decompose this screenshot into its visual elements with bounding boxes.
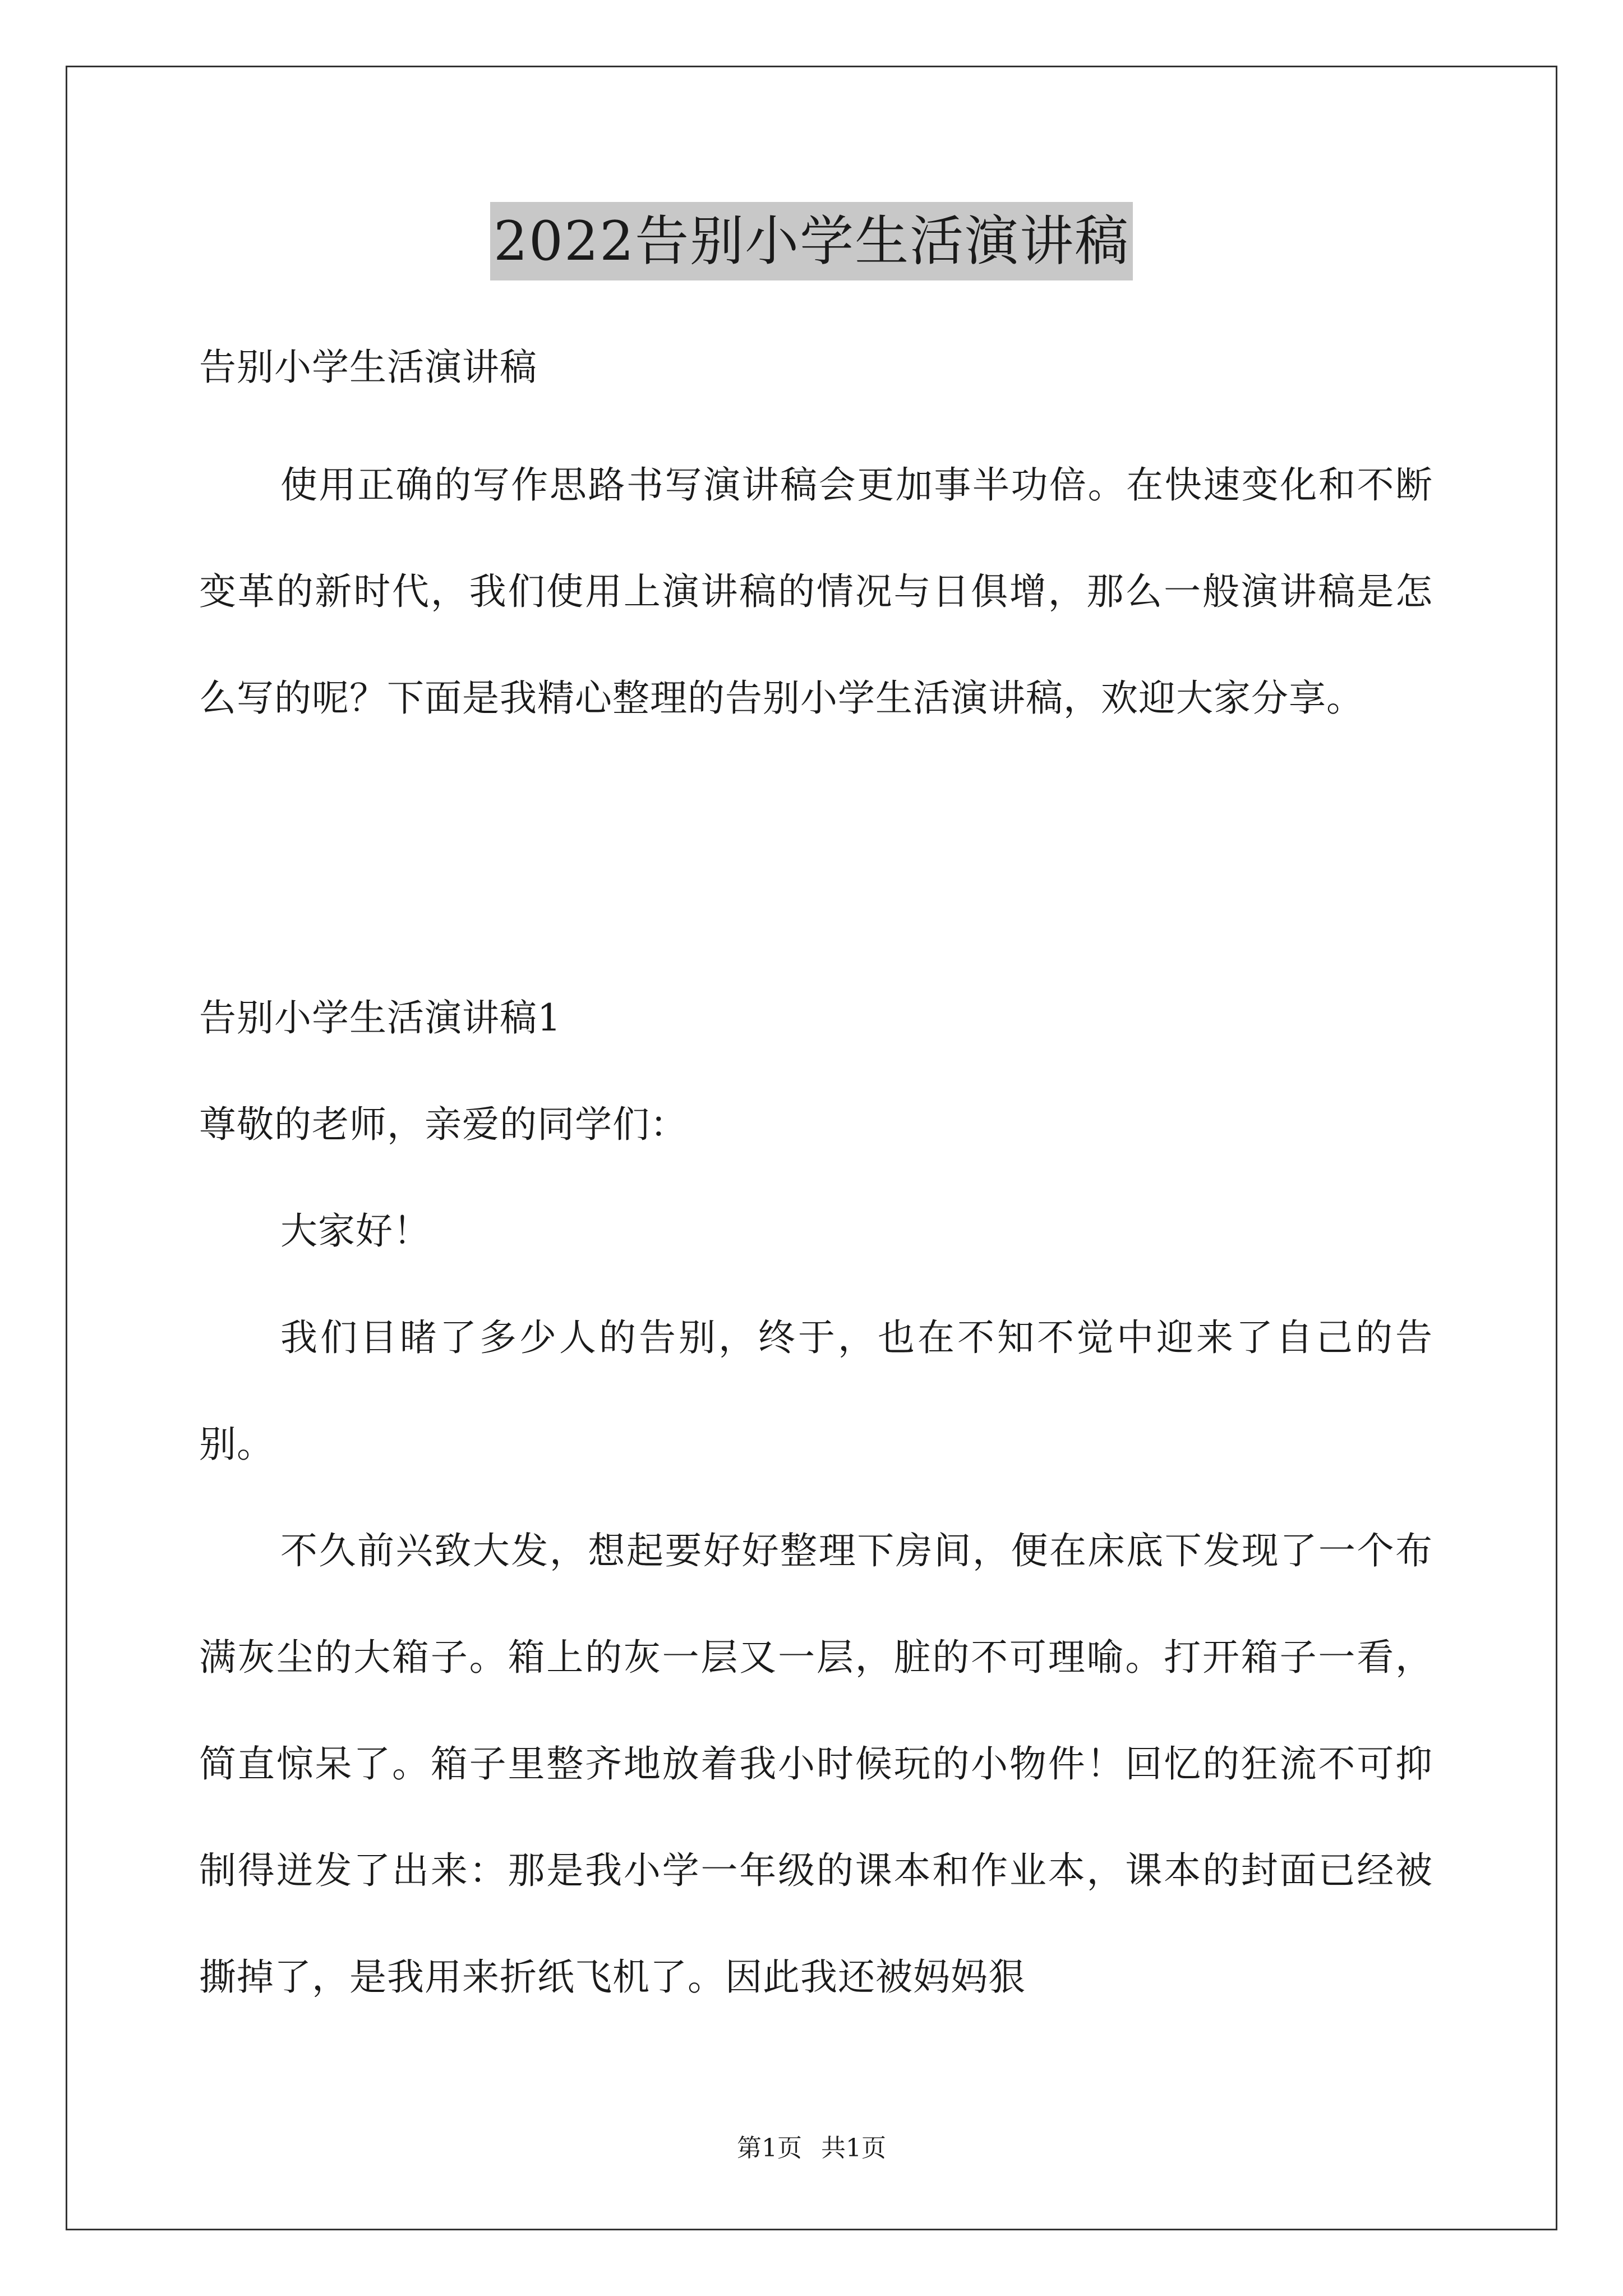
body-paragraph: 我们目睹了多少人的告别，终于，也在不知不觉中迎来了自己的告别。 bbox=[199, 1316, 1433, 1466]
page-count: 共1页 bbox=[821, 2134, 886, 2162]
body-paragraph: 不久前兴致大发，想起要好好整理下房间，便在床底下发现了一个布满灰尘的大箱子。箱上的灰一层又一层，脏的不可理喻。打开箱子一看，简直惊呆了。箱子里整齐地放着我小时候玩的小物件！回忆的狂流不可抑制得迸发了出来：那是我小学一年级的课本和作业本，课本的封面已经被撕掉了，是我用来折纸飞机了。因此我还被妈妈狠 bbox=[199, 1529, 1433, 1999]
greeting: 大家好！ bbox=[280, 1209, 431, 1253]
speech-heading: 告别小学生活演讲稿1 bbox=[199, 996, 561, 1039]
section-heading: 告别小学生活演讲稿 bbox=[199, 346, 537, 389]
document-title: 2022告别小学生活演讲稿 bbox=[490, 202, 1133, 280]
title-container bbox=[0, 202, 1623, 280]
page-number: 第1页 bbox=[737, 2134, 802, 2162]
intro-paragraph: 使用正确的写作思路书写演讲稿会更加事半功倍。在快速变化和不断变革的新时代，我们使用上演讲稿的情况与日俱增，那么一般演讲稿是怎么写的呢？下面是我精心整理的告别小学生活演讲稿，欢迎大家分享。 bbox=[199, 463, 1433, 720]
salutation: 尊敬的老师，亲爱的同学们： bbox=[199, 1103, 688, 1146]
page-footer bbox=[0, 2132, 1623, 2165]
